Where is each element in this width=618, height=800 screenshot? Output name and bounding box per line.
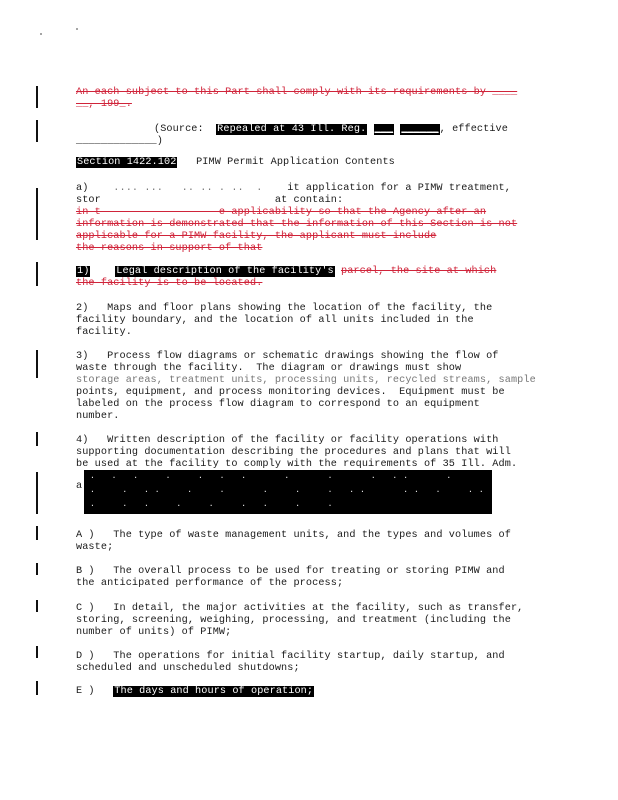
scan-speck bbox=[76, 28, 78, 30]
source-repealed: Repealed at 43 Ill. Reg. bbox=[217, 124, 367, 135]
item-2-line-3: facility. bbox=[76, 327, 132, 338]
intro-line-1: An each subject to this Part shall comply with its requirements by ____ bbox=[76, 87, 518, 98]
para-a-lead: a) bbox=[76, 183, 89, 194]
margin-change-bar bbox=[36, 681, 38, 695]
redaction-specks: . . .. . . . . . .. .. . .. bbox=[90, 486, 490, 495]
para-a-line-6: the reasons in support of that bbox=[76, 243, 263, 254]
item-3-line-6: number. bbox=[76, 411, 120, 422]
sub-a-line-2: waste; bbox=[76, 542, 114, 553]
source-blank-3: _____________) bbox=[76, 136, 163, 147]
para-a-line-2 bbox=[76, 195, 343, 207]
item-2-line-2: facility boundary, and the location of all units included in the bbox=[76, 315, 474, 326]
para-a-line-4: information is demonstrated that the information of this Section is not bbox=[76, 219, 518, 230]
item-3-line-2: waste through the facility. The diagram or drawings must show bbox=[76, 363, 462, 374]
item-3-line-5: labeled on the process flow diagram to correspond to an equipment bbox=[76, 399, 480, 410]
item-1-highlight: Legal description of the facility's bbox=[116, 266, 334, 277]
section-number: Section 1422.102 bbox=[77, 157, 177, 168]
margin-change-bar bbox=[36, 646, 38, 658]
intro-line-2: __, 199_. bbox=[76, 99, 132, 110]
margin-change-bar bbox=[36, 262, 38, 286]
item-3-line-3: storage areas, treatment units, processing units, recycled streams, sample bbox=[76, 375, 536, 386]
sub-e-line bbox=[76, 686, 314, 698]
item-2-line-1: 2) Maps and floor plans showing the location of the facility, the bbox=[76, 303, 493, 314]
sub-e-highlight: The days and hours of operation; bbox=[114, 686, 314, 697]
item-3-line-1: 3) Process flow diagrams or schematic drawings showing the flow of bbox=[76, 351, 499, 362]
para-a-text-1: it application for a PIMW treatment, bbox=[287, 183, 511, 194]
item-1-number: 1) bbox=[77, 266, 90, 277]
section-title: PIMW Permit Application Contents bbox=[196, 157, 395, 168]
item-1-line-2: the facility is to be located. bbox=[76, 278, 263, 289]
para-a-text-2: at contain: bbox=[274, 195, 344, 206]
margin-change-bar bbox=[36, 472, 38, 514]
margin-change-bar bbox=[36, 188, 38, 240]
item-1-struck: parcel, the site at which bbox=[341, 266, 497, 277]
sub-b-line-1: B ) The overall process to be used for treating or storing PIMW and bbox=[76, 566, 505, 577]
source-prefix: (Source: bbox=[154, 124, 204, 135]
source-blank-2: ______ bbox=[401, 124, 439, 135]
margin-change-bar bbox=[36, 120, 38, 142]
margin-change-bar bbox=[36, 526, 38, 540]
redaction-specks: . . . . . . . . . . .. . bbox=[90, 472, 458, 481]
item-4-line-3: be used at the facility to comply with the requirements of 35 Ill. Adm. bbox=[76, 459, 518, 470]
item-4-line-4-lead: a bbox=[76, 481, 83, 492]
item-4-line-1: 4) Written description of the facility or facility operations with bbox=[76, 435, 499, 446]
margin-change-bar bbox=[36, 86, 38, 108]
sub-c-line-1: C ) In detail, the major activities at the facility, such as transfer, bbox=[76, 603, 524, 614]
margin-change-bar bbox=[36, 350, 38, 378]
source-line bbox=[154, 124, 508, 136]
sub-d-line-2: scheduled and unscheduled shutdowns; bbox=[76, 663, 300, 674]
item-4-line-2: supporting documentation describing the procedures and plans that will bbox=[76, 447, 511, 458]
sub-c-line-3: number of units) of PIMW; bbox=[76, 627, 232, 638]
para-a-line-3: in t e applicability so that the Agency after an bbox=[76, 207, 487, 218]
sub-e-lead: E ) bbox=[76, 686, 95, 697]
sub-d-line-1: D ) The operations for initial facility startup, daily startup, and bbox=[76, 651, 505, 662]
redaction-specks: . . . . . . . . . bbox=[90, 500, 339, 509]
item-3-line-4: points, equipment, and process monitoring devices. Equipment must be bbox=[76, 387, 505, 398]
source-blank-1: ___ bbox=[374, 124, 394, 135]
margin-change-bar bbox=[36, 432, 38, 446]
sub-c-line-2: storing, screening, weighing, processing, and treatment (including the bbox=[76, 615, 511, 626]
sub-b-line-2: the anticipated performance of the process; bbox=[76, 578, 344, 589]
item-1-line-1 bbox=[76, 266, 496, 278]
section-heading bbox=[76, 157, 395, 169]
para-a-lead-2: stor bbox=[76, 195, 101, 206]
margin-change-bar bbox=[36, 563, 38, 575]
sub-a-line-1: A ) The type of waste management units, and the types and volumes of bbox=[76, 530, 511, 541]
source-effective: , effective bbox=[439, 124, 508, 135]
margin-change-bar bbox=[36, 600, 38, 612]
para-a-line-5: applicable for a PIMW facility, the applicant must include bbox=[76, 231, 437, 242]
para-a-line-1: a) .... ... .. .. . .. . it application for a PIMW treatment, bbox=[76, 183, 511, 194]
scan-speck bbox=[40, 33, 42, 35]
